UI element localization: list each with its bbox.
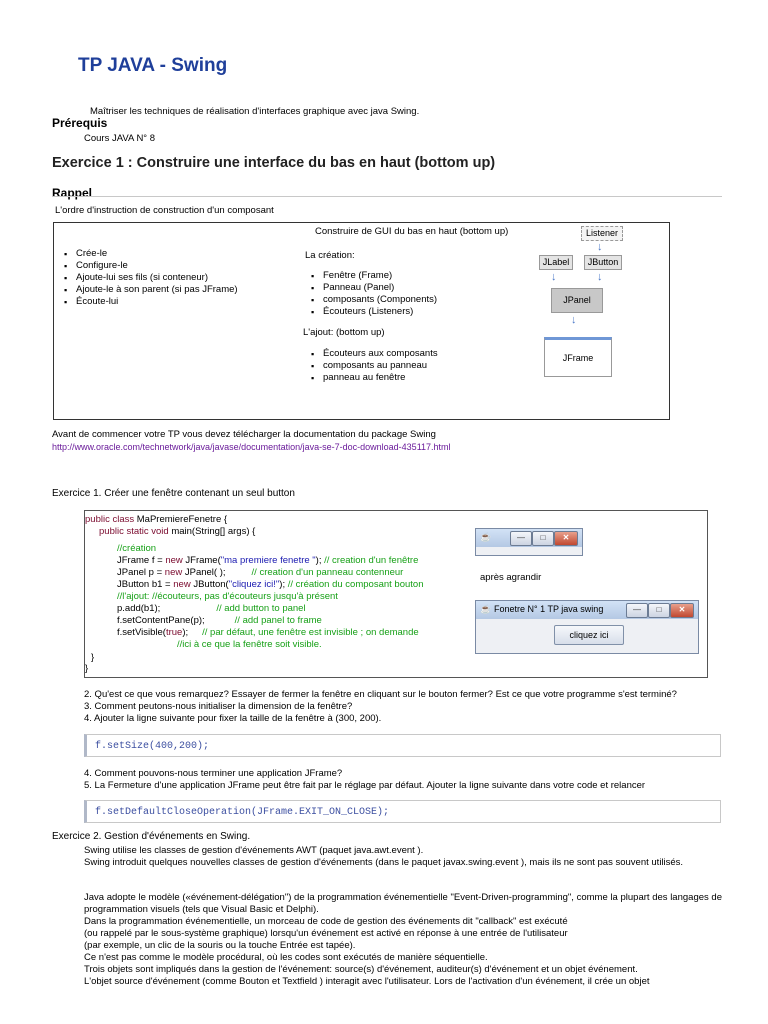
code-line [117, 627, 419, 639]
question-4: 4. Ajouter la ligne suivante pour fixer la taille de la fenêtre à (300, 200). [84, 713, 382, 724]
list-item: ▪ Fenêtre (Frame) [309, 270, 437, 282]
code-keyword: true [165, 627, 183, 638]
ex2-paragraph: (ou rappelé par le sous-système graphique) lorsqu'un événement est activé en réponse à une entrée de l'utilisateur [84, 928, 568, 939]
code-comment: //l'ajout: //écouteurs, pas d'écouteurs jusqu'à présent [117, 591, 338, 602]
rappel-divider [52, 196, 722, 197]
ex2-paragraph: Swing utilise les classes de gestion d'événements AWT (paquet java.awt.event ). [84, 845, 424, 856]
code-comment: //ici à ce que la fenêtre soit visible. [177, 639, 322, 650]
window-titlebar [476, 529, 582, 547]
ex2-paragraph: Swing introduit quelques nouvelles classes de gestion d'événements (dans le paquet javax.swing.event ), mais ils ne sont pas souvent utilisés. [84, 857, 684, 868]
code-string: "ma premiere fenetre " [220, 555, 316, 566]
code-keyword: new [173, 579, 191, 590]
maximize-button[interactable]: □ [648, 603, 670, 618]
download-link[interactable]: http://www.oracle.com/technetwork/java/javase/documentation/java-se-7-doc-download-435117.html [52, 442, 451, 452]
list-item: ▪ Ajoute-lui ses fils (si conteneur) [62, 272, 238, 284]
after-label: après agrandir [480, 572, 542, 583]
code-line [117, 603, 306, 615]
exercice1-heading: Exercice 1 : Construire une interface du bas en haut (bottom up) [52, 155, 496, 171]
cliquez-button[interactable]: cliquez ici [554, 625, 624, 645]
code-line [117, 579, 423, 591]
java-icon: ☕ [480, 532, 492, 542]
code-text: JPanel p = [117, 567, 165, 578]
ex2-heading: Exercice 2. Gestion d'événements en Swing. [52, 831, 251, 842]
code-keyword: new [164, 567, 183, 578]
small-window [475, 528, 583, 556]
code-comment: // creation d'un panneau contenneur [251, 567, 404, 578]
list-item: ▪ composants au panneau [309, 360, 438, 372]
list-item: ▪ Écouteurs (Listeners) [309, 306, 437, 318]
code-keyword: public static void [99, 526, 169, 537]
code-line: } [91, 652, 95, 663]
steps-list [62, 248, 238, 308]
code-keyword: public class [85, 514, 135, 525]
code-keyword: new [165, 555, 183, 566]
ex2-paragraph: Ce n'est pas comme le modèle procédural, où les codes sont exécutés de manière séquentielle. [84, 952, 488, 963]
code-text: ); [182, 627, 189, 638]
objective-text: Maîtriser les techniques de réalisation d'interfaces graphique avec java Swing. [90, 106, 420, 117]
jbutton-box: JButton [584, 255, 622, 270]
arrow-down-icon: ↓ [597, 241, 603, 253]
minimize-button[interactable]: — [510, 531, 532, 546]
list-item: ▪ Écouteurs aux composants [309, 348, 438, 360]
download-text: Avant de commencer votre TP vous devez télécharger la documentation du package Swing [52, 429, 436, 440]
question-4b: 4. Comment pouvons-nous terminer une application JFrame? [84, 768, 343, 779]
code-snippet-close: f.setDefaultCloseOperation(JFrame.EXIT_ON_CLOSE); [84, 800, 721, 823]
list-item: ▪ Écoute-lui [62, 296, 238, 308]
list-item: ▪ Crée-le [62, 248, 238, 260]
list-item: ▪ Ajoute-le à son parent (si pas JFrame) [62, 284, 238, 296]
list-item: ▪ Configure-le [62, 260, 238, 272]
ex2-paragraph: Dans la programmation événementielle, un morceau de code de gestion des événements dit "callback" est exécuté [84, 916, 568, 927]
code-text: MaPremiereFenetre { [134, 514, 228, 525]
code-text: JButton b1 = [117, 579, 174, 590]
code-snippet-setsize: f.setSize(400,200); [84, 734, 721, 757]
close-button[interactable]: ✕ [670, 603, 694, 618]
page-title: TP JAVA - Swing [78, 55, 228, 76]
code-string: "cliquez ici!" [228, 579, 280, 590]
arrow-down-icon: ↓ [597, 271, 603, 283]
ex2-paragraph: L'objet source d'événement (comme Bouton et Textfield ) interagit avec l'utilisateur. Lors de l'activation d'un événement, il crée un objet [84, 976, 650, 987]
question-5: 5. La Fermeture d'une application JFrame peut être fait par le réglage par défaut. Ajouter la ligne suivante dans votre code et relancer [84, 780, 646, 791]
code-text: JFrame( [182, 555, 221, 566]
list-item: ▪ panneau au fenêtre [309, 372, 438, 384]
code-line [117, 615, 322, 627]
code-line [85, 514, 227, 526]
prerequis-heading: Prérequis [52, 116, 108, 130]
list-item: ▪ composants (Components) [309, 294, 437, 306]
code-text: ); [279, 579, 288, 590]
code-line [99, 526, 255, 538]
box-title: Construire de GUI du bas en haut (bottom up) [315, 226, 509, 237]
code-line [117, 567, 403, 579]
java-icon: ☕ [480, 604, 492, 614]
code-text: main(String[] args) { [168, 526, 256, 537]
prerequis-text: Cours JAVA N° 8 [84, 133, 156, 144]
code-text: f.setContentPane(p); [117, 615, 205, 626]
code-comment: // add button to panel [216, 603, 306, 614]
code-text: JFrame f = [117, 555, 166, 566]
code-comment: // par défaut, une fenêtre est invisible ; on demande [202, 627, 419, 638]
code-text: JButton( [190, 579, 229, 590]
code-block [84, 510, 708, 678]
code-text: ); [315, 555, 325, 566]
list-item: ▪ Panneau (Panel) [309, 282, 437, 294]
code-line [117, 555, 418, 567]
jlabel-box: JLabel [539, 255, 573, 270]
window-title: Fonetre N° 1 TP java swing [494, 604, 604, 614]
question-2: 2. Qu'est ce que vous remarquez? Essayer de fermer la fenêtre en cliquant sur le bouton fermer? Est ce que votre programme s'est terminé? [84, 689, 677, 700]
jframe-box: JFrame [544, 337, 612, 377]
code-text: p.add(b1); [117, 603, 161, 614]
enlarged-window [475, 600, 699, 654]
question-3: 3. Comment peutons-nous initialiser la dimension de la fenêtre? [84, 701, 353, 712]
ex2-paragraph: Trois objets sont impliqués dans la gestion de l'événement: source(s) d'événement, auditeur(s) d'événement et un objet événement. [84, 964, 638, 975]
arrow-down-icon: ↓ [571, 314, 577, 326]
code-comment: //création [117, 543, 157, 554]
ajout-list [309, 348, 438, 384]
minimize-button[interactable]: — [626, 603, 648, 618]
code-text: f.setVisible( [117, 627, 166, 638]
ajout-label: L'ajout: (bottom up) [303, 327, 385, 338]
creation-label: La création: [305, 250, 355, 261]
maximize-button[interactable]: □ [532, 531, 554, 546]
code-comment: // add panel to frame [234, 615, 322, 626]
code-comment: // création du composant bouton [287, 579, 424, 590]
rappel-heading: Rappel [52, 186, 93, 200]
code-line: } [85, 663, 89, 674]
jpanel-box: JPanel [551, 288, 603, 313]
ex1-subheading: Exercice 1. Créer une fenêtre contenant un seul button [52, 488, 295, 499]
window-titlebar [476, 601, 698, 619]
ex2-paragraph: Java adopte le modèle («événement-délégation") de la programmation événementielle "Event-Driven-programming", comme la plupart des langages de programmation visuels (tels que Visual Basic et Delphi). [84, 892, 722, 915]
rappel-intro: L'ordre d'instruction de construction d'un composant [55, 205, 274, 216]
ex2-paragraph: (par exemple, un clic de la souris ou la touche Entrée est tapée). [84, 940, 356, 951]
code-text: JPanel( ); [182, 567, 226, 578]
arrow-down-icon: ↓ [551, 271, 557, 283]
gui-construction-box [53, 222, 670, 420]
close-button[interactable]: ✕ [554, 531, 578, 546]
listener-box: Listener [581, 226, 623, 241]
creation-list [309, 270, 437, 318]
code-comment: // creation d'un fenêtre [324, 555, 419, 566]
